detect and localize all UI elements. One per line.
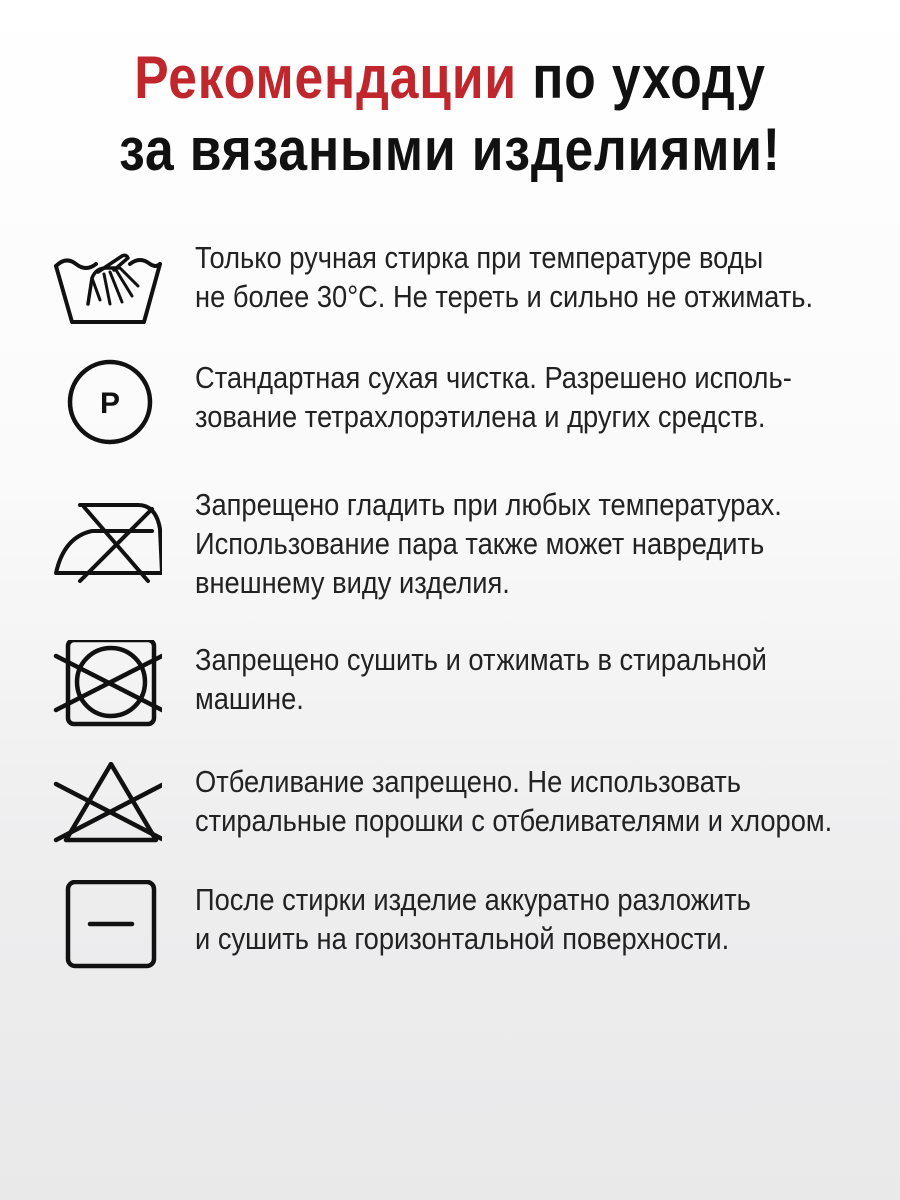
title-line-2: за вязаными изделиями! <box>119 116 781 183</box>
care-item-text: Только ручная стирка при температуре воды не более 30°C. Не тереть и сильно не отжимать. <box>195 240 814 314</box>
care-item-text: Стандартная сухая чистка. Разрешено исполь- зование тетрахлорэтилена и других средств. <box>195 360 792 434</box>
dry-clean-letter: P <box>99 387 121 420</box>
no-iron-icon <box>52 485 162 595</box>
no-bleach-icon <box>52 762 162 872</box>
title-rest: по уходу <box>532 44 766 111</box>
care-item-text: Отбеливание запрещено. Не использовать стиральные порошки с отбеливателями и хлором. <box>195 764 833 838</box>
care-item-text: Запрещено сушить и отжимать в стиральной машине. <box>195 642 767 716</box>
page-title <box>63 42 837 186</box>
hand-wash-icon <box>52 238 162 348</box>
no-tumble-dry-icon <box>52 640 162 750</box>
care-item-text: После стирки изделие аккуратно разложить и сушить на горизонтальной поверхности. <box>195 882 751 956</box>
care-item-text: Запрещено гладить при любых температурах. Использование пара также может навредить внешнему виду изделия. <box>195 487 782 600</box>
title-accent: Рекомендации <box>134 44 518 111</box>
dry-clean-p-icon <box>52 358 162 468</box>
title-line-1 <box>63 42 837 114</box>
dry-flat-icon <box>52 880 162 990</box>
